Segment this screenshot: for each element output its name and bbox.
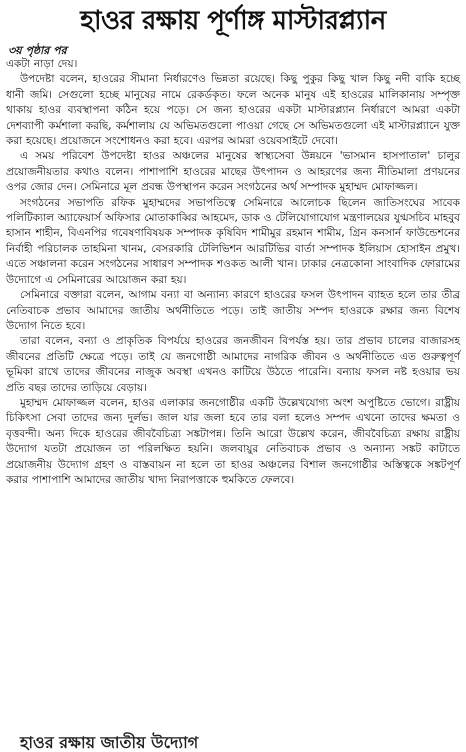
article-body: [6, 57, 460, 488]
cut-off-heading: হাওর রক্ষায় জাতীয় উদ্যোগ: [20, 733, 199, 752]
paragraph: তারা বলেন, বন্যা ও প্রাকৃতিক বিপর্যয়ে হাওরের জনজীবন বিপর্যস্ত হয়। তার প্রভাব চালের বাজারসহ জীবনের প্রতিটি ক্ষেত্রে পড়ে। তাই যে জনগোষ্ঠী আমাদের নাগরিক জীবন ও অর্থনীতিতে এত গুরুত্বপূর্ণ ভূমিকা রাখে তাদের জীবনের নাজুক অবস্থা এখনও কাটিয়ে উঠতে পারেনি। বন্যায় ফসল নষ্ট হওয়ার ভয় প্রতি বছর তাদের তাড়িয়ে বেড়ায়।: [6, 335, 460, 394]
paragraph: সেমিনারে বক্তারা বলেন, আগাম বন্যা বা অন্যান্য কারণে হাওরের ফসল উৎপাদন ব্যাহত হলে তার তীব্র নেতিবাচক প্রভাব আমাদের জাতীয় অর্থনীতিতে পড়ে। তাই জাতীয় সম্পদ হাওরকে রক্ষার জন্য বিশেষ উদ্যোগ নিতে হবে।: [6, 289, 460, 332]
paragraph: একটা নাড়া দেয়।: [6, 58, 78, 70]
paragraph: মুহাম্মদ মোফাজ্জল বলেন, হাওর এলাকার জনগোষ্ঠীর একটি উল্লেখযোগ্য অংশ অপুষ্টিতে ভোগে। রাষ্ট্রীয় চিকিৎসা সেবা তাদের জন্য দুর্লভ। জাল যার জলা হবে তার বলা হলেও সম্পদ এখনো তাদের ক্ষমতা ও বৃত্তবন্দী। অন্য দিকে হাওরের জীববৈচিত্র্য সঙ্কটাপন্ন। তিনি আরো উল্লেখ করেন, জীববৈচিত্র্য রক্ষায় রাষ্ট্রীয় উদ্যোগ যতটা প্রয়োজন তা পরিলক্ষিত হয়নি। জলবায়ুর নেতিবাচক প্রভাব ও অন্যান্য সঙ্কট কাটাতে প্রয়োজনীয় উদ্যোগ গ্রহণ ও বাস্তবায়ন না হলে তা হাওর অঞ্চলের বিশাল জনগোষ্ঠীর অস্তিত্বকে সঙ্কটপূর্ণ করার পাশাপাশি আমাদের জাতীয় খাদ্য নিরাপত্তাকে হুমকিতে ফেলবে।: [6, 396, 460, 486]
paragraph: এ সময় পরিবেশ উপদেষ্টা হাওর অঞ্চলের মানুষের স্বাস্থ্যসেবা উন্নয়নে 'ভাসমান হাসপাতাল' চালুর প্রয়োজনীয়তার কথাও বলেন। পাশাপাশি হাওরের মাছের উৎপাদন ও আহরণের জন্য নীতিমালা প্রণয়নের ওপর জোর দেন। সেমিনারে মূল প্রবন্ধ উপস্থাপন করেন সংগঠনের অর্থ সম্পাদক মুহাম্মদ মোফাজ্জল।: [6, 150, 460, 194]
paragraph: সংগঠনের সভাপতি রফিক মুহাম্মদের সভাপতিত্বে সেমিনারে আলোচক ছিলেন জাতিসংঘের সাবেক পলিটিক্যাল অ্যাফেয়ার্স অফিসার মোতাকাব্বির আহমেদ, ডাক ও টেলিযোগাযোগ মন্ত্রণালয়ের যুগ্মসচিব মাহবুব হাসান শাহীন, বিএনপির গবেষণাবিষয়ক সম্পাদক কৃষিবিদ শামীমুর রহমান শামীম, গ্রিন কনসার্ন ফাউন্ডেশনের নির্বাহী পরিচালক তাহমিনা খানম, বেসরকারি টেলিভিশন আরটিভির বার্তা সম্পাদক ইলিয়াস হোসাইন প্রমুখ। এতে সঞ্চালনা করেন সংগঠনের সাধারণ সম্পাদক শওকত আলী খান। ঢাকার নেত্রকোনা সাংবাদিক ফোরামের উদ্যোগে এ সেমিনারের আয়োজন করা হয়।: [6, 196, 460, 286]
headline: হাওর রক্ষায় পূর্ণাঙ্গ মাস্টারপ্ল্যান: [80, 6, 386, 36]
paragraph: উপদেষ্টা বলেন, হাওরের সীমানা নির্ধারণেও ভিন্নতা রয়েছে। কিছু পুকুর কিছু খাল কিছু নদী বাকি হচ্ছে ধানী জমি। সেগুলো হচ্ছে মানুষের নামে রেকর্ডকৃত। ফলে অনেক মানুষ এই হাওরের মালিকানায় সম্পৃক্ত থাকায় হাওর ব্যবস্থাপনা কঠিন হয়ে পড়ে। সে জন্য হাওরের একটা মাস্টারপ্ল্যান নির্ধারণে আমরা একটা দেশব্যাপী কর্মশালা করছি, কর্মশালায় যে অভিমতগুলো পাওয়া গেছে সে অভিমতগুলো এই মাস্টারপ্ল্যানে যুক্ত করা হয়েছে। প্রয়োজনে সংশোধনও করা হবে। এরপর আমরা ওয়েবসাইটে দেবো।: [6, 73, 460, 148]
news-clipping: [0, 4, 466, 752]
continued-from-label: ৩য় পৃষ্ঠার পর: [8, 44, 67, 57]
